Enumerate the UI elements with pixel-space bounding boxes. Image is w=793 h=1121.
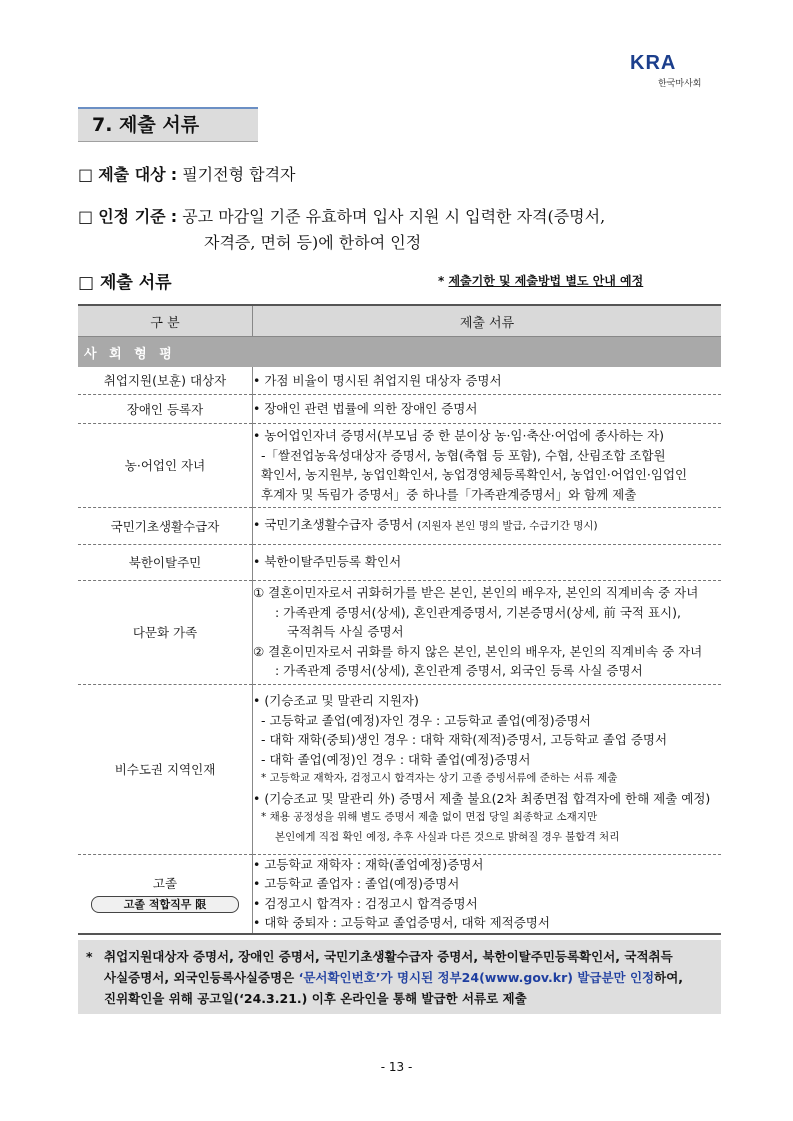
target-sep: : [170,165,178,184]
value-line: -「쌀전업농육성대상자 증명서, 농협(축협 등 포함), 수협, 산림조합 조합원 [261,447,666,463]
checkbox-bullet-icon: □ [78,207,94,226]
table-row [78,684,721,854]
column-header-category: 구 분 [78,305,253,337]
value-line: 후계자 및 독림가 증명서」중 하나를「가족관계증명서」와 함께 제출 [261,486,637,502]
row-key: 국민기초생활수급자 [78,507,253,544]
row-key: 취업지원(보훈) 대상자 [78,367,253,394]
logo-wordmark: KRA [630,52,677,74]
table-row [78,394,721,423]
logo-subtitle: 한국마사회 [658,79,702,89]
value-line: • 대학 중퇴자 : 고등학교 졸업증명서, 대학 제적증명서 [253,915,550,931]
footnote-highlight: ‘문서확인번호’가 명시된 정부24(www.gov.kr) 발급분만 인정 [298,970,655,985]
criteria-row [78,204,606,252]
row-value [253,394,722,423]
criteria-sep: : [170,207,178,226]
table-row [78,367,721,394]
value-line: - 대학 졸업(예정)인 경우 : 대학 졸업(예정)증명서 [261,751,531,767]
footnote-star: * [86,949,93,964]
value-line: • (기승조교 및 말관리 지원자) [253,693,419,708]
target-label: 제출 대상 [98,165,166,184]
footnote-box [78,940,721,1014]
value-line: - 고등학교 졸업(예정)자인 경우 : 고등학교 졸업(예정)증명서 [261,712,591,728]
target-row [78,162,296,188]
row-key: 장애인 등록자 [78,394,253,423]
criteria-line1: 공고 마감일 기준 유효하며 입사 지원 시 입력한 자격(증명서, [182,207,606,226]
footnote-text: 사실증명서, 외국인등록사실증명은 [104,970,299,985]
value-line: * 고등학교 재학자, 검정고시 합격자는 상기 고졸 증빙서류에 준하는 서류 제출 [261,772,618,784]
value-line: - 대학 재학(중퇴)생인 경우 : 대학 재학(제적)증명서, 고등학교 졸업 증명서 [261,732,668,747]
checkbox-bullet-icon: □ [78,273,95,293]
value-line: • 고등학교 졸업자 : 졸업(예정)증명서 [253,876,460,892]
value-line: 본인에게 직접 확인 예정, 추후 사실과 다른 것으로 밝혀질 경우 불합격 처리 [275,830,620,843]
row-value [253,367,722,394]
value-note: (지원자 본인 명의 발급, 수급기간 명시) [417,519,598,532]
documents-label: 제출 서류 [99,273,172,293]
value-line: ② 결혼이민자로서 귀화를 하지 않은 본인, 본인의 배우자, 본인의 직계비속 중 자녀 [253,643,703,659]
row-value [253,684,722,854]
section-title: 7. 제출 서류 [78,107,258,142]
checkbox-bullet-icon: □ [78,165,94,184]
target-value: 필기전형 합격자 [182,165,296,184]
documents-note [438,272,643,289]
value-line: • (기승조교 및 말관리 外) 증명서 제출 불요(2차 최종면접 합격자에 한해 제출 예정) [253,790,711,806]
value-line: : 가족관계 증명서(상세), 혼인관계 증명서, 외국인 등록 사실 증명서 [275,663,643,679]
value-line: ① 결혼이민자로서 귀화허가를 받은 본인, 본인의 배우자, 본인의 직계비속 중 자녀 [253,585,699,601]
row-key [78,854,253,934]
row-value [253,507,722,544]
row-key-label: 고졸 [152,876,178,892]
table-row [78,580,721,684]
value-line: 국적취득 사실 증명서 [287,624,404,640]
value-line: • 가점 비율이 명시된 취업지원 대상자 증명서 [253,372,502,388]
kra-logo [628,52,728,92]
footnote-text: 하여, [654,970,684,985]
criteria-line2: 자격증, 면허 등)에 한하여 인정 [204,233,422,252]
value-line: • 장애인 관련 법률에 의한 장애인 증명서 [253,400,478,416]
value-line: : 가족관계 증명서(상세), 혼인관계증명서, 기본증명서(상세, 前 국적 표시), [275,604,681,620]
note-star: * [438,274,445,288]
row-value [253,580,722,684]
column-header-documents: 제출 서류 [253,305,722,337]
row-key: 농·어업인 자녀 [78,423,253,507]
value-line: • 고등학교 재학자 : 재학(졸업예정)증명서 [253,856,484,872]
footnote-line3: 진위확인을 위해 공고일(‘24.3.21.) 이후 온라인을 통해 발급한 서류로 제출 [104,991,527,1006]
table-row [78,854,721,934]
value-line: * 채용 공정성을 위해 별도 증명서 제출 없이 면접 당일 최종학교 소재지만 [261,811,598,823]
criteria-label: 인정 기준 [98,207,166,226]
footnote-line1: 취업지원대상자 증명서, 장애인 증명서, 국민기초생활수급자 증명서, 북한이탈주민등록확인서, 국적취득 [104,949,673,964]
row-value [253,854,722,934]
group-header: 사 회 형 평 [78,337,721,368]
row-key: 비수도권 지역인재 [78,684,253,854]
value-line: • 농어업인자녀 증명서(부모님 중 한 분이상 농·임·축산·어업에 종사하는 자) [253,428,665,443]
value-line: 확인서, 농지원부, 농업인확인서, 농업경영체등록확인서, 농업인·어업인·임업인 [261,467,688,482]
note-text: 제출기한 및 제출방법 별도 안내 예정 [448,274,644,288]
row-value [253,423,722,507]
documents-heading [78,268,172,293]
table-row [78,507,721,544]
value-line: • 검정고시 합격자 : 검정고시 합격증명서 [253,895,478,911]
value-line: • 국민기초생활수급자 증명서 [253,516,414,532]
page-number: - 13 - [380,1060,413,1074]
table-row [78,544,721,580]
value-line: • 북한이탈주민등록 확인서 [253,554,402,570]
row-value [253,544,722,580]
suitable-job-badge: 고졸 적합직무 限 [91,896,239,913]
row-key: 북한이탈주민 [78,544,253,580]
footnote-line2 [104,967,713,988]
row-key: 다문화 가족 [78,580,253,684]
documents-table [78,304,721,935]
table-row [78,423,721,507]
